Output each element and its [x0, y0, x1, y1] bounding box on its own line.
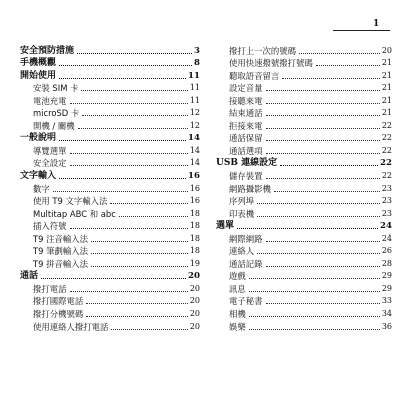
toc-entry-page: 18	[189, 246, 200, 256]
toc-entry-page: 23	[381, 208, 392, 218]
toc-subsection-entry[interactable]	[216, 107, 392, 120]
toc-entry-page: 24	[381, 233, 392, 243]
toc-entry-page: 12	[189, 120, 200, 130]
toc-entry-title: 安全設定	[33, 158, 67, 169]
toc-subsection-entry[interactable]	[216, 320, 392, 333]
toc-subsection-entry[interactable]	[20, 320, 200, 333]
toc-entry-title: 娛樂	[229, 321, 246, 332]
toc-entry-title: 序列埠	[229, 196, 255, 207]
toc-entry-title: 撥打分機號碼	[33, 309, 84, 320]
dot-leader	[266, 127, 380, 129]
toc-subsection-entry[interactable]	[20, 245, 200, 258]
toc-entry-title: T9 筆劃輸入法	[33, 246, 88, 257]
toc-subsection-entry[interactable]	[216, 207, 392, 220]
toc-entry-page: 26	[381, 246, 392, 256]
toc-subsection-entry[interactable]	[20, 94, 200, 107]
toc-entry-title: 聽取語音留言	[229, 70, 280, 81]
toc-entry-page: 22	[381, 133, 392, 143]
toc-subsection-entry[interactable]	[20, 195, 200, 208]
dot-leader	[266, 114, 380, 116]
toc-subsection-entry[interactable]	[216, 195, 392, 208]
toc-entry-title: 通話選項	[229, 145, 263, 156]
toc-entry-title: 電池充電	[33, 95, 67, 106]
toc-entry-page: 20	[189, 309, 200, 319]
dot-leader	[280, 164, 378, 166]
toc-entry-title: 撥打電話	[33, 283, 67, 294]
toc-column-right	[216, 44, 392, 333]
toc-subsection-entry[interactable]	[20, 82, 200, 95]
toc-entry-title: 拒接來電	[229, 120, 263, 131]
toc-entry-title: 通話記錄	[229, 258, 263, 269]
toc-subsection-entry[interactable]	[20, 207, 200, 220]
dot-leader	[59, 177, 186, 179]
toc-entry-page: 8	[194, 58, 200, 69]
toc-entry-title: 撥打國際電話	[33, 296, 84, 307]
dot-leader	[70, 152, 188, 154]
dot-leader	[77, 52, 192, 54]
dot-leader	[266, 265, 380, 267]
toc-entry-title: T9 注音輸入法	[33, 233, 88, 244]
toc-subsection-entry[interactable]	[20, 220, 200, 233]
dot-leader	[266, 240, 380, 242]
dot-leader	[257, 252, 380, 254]
toc-subsection-entry[interactable]	[216, 232, 392, 245]
toc-entry-title: 插入符號	[33, 221, 67, 232]
dot-leader	[111, 328, 187, 330]
toc-entry-page: 12	[189, 108, 200, 118]
toc-entry-title: 開始使用	[20, 70, 57, 81]
toc-entry-page: 29	[381, 283, 392, 293]
dot-leader	[119, 215, 188, 217]
toc-entry-page: 14	[189, 145, 200, 155]
toc-subsection-entry[interactable]	[216, 245, 392, 258]
toc-subsection-entry[interactable]	[20, 295, 200, 308]
dot-leader	[70, 227, 188, 229]
toc-entry-title: 安裝 SIM 卡	[33, 83, 79, 94]
header-rule	[333, 30, 390, 31]
toc-entry-page: 11	[189, 95, 200, 105]
toc-entry-title: 網際網路	[229, 233, 263, 244]
dot-leader	[86, 302, 188, 304]
toc-entry-page: 21	[381, 95, 392, 105]
toc-entry-page: 11	[188, 70, 200, 81]
toc-subsection-entry[interactable]	[216, 144, 392, 157]
toc-section-entry[interactable]	[20, 57, 200, 70]
toc-entry-page: 18	[189, 221, 200, 231]
toc-entry-title: 選單	[216, 221, 235, 232]
dot-leader	[249, 315, 380, 317]
toc-entry-page: 28	[381, 258, 392, 268]
toc-subsection-entry[interactable]	[216, 257, 392, 270]
toc-entry-page: 22	[381, 120, 392, 130]
toc-entry-page: 20	[188, 271, 200, 282]
toc-entry-page: 16	[188, 171, 200, 182]
dot-leader	[237, 227, 378, 229]
toc-entry-page: 24	[380, 221, 392, 232]
toc-subsection-entry[interactable]	[216, 44, 392, 57]
dot-leader	[41, 277, 186, 279]
dot-leader	[257, 202, 380, 204]
dot-leader	[274, 190, 380, 192]
toc-entry-title: 遊戲	[229, 271, 246, 282]
toc-entry-page: 22	[380, 158, 392, 169]
dot-leader	[91, 240, 188, 242]
toc-subsection-entry[interactable]	[20, 144, 200, 157]
toc-entry-title: T9 拼音輸入法	[33, 258, 88, 269]
toc-entry-title: 開機 / 關機	[33, 120, 75, 131]
dot-leader	[266, 89, 380, 91]
toc-entry-page: 33	[381, 296, 392, 306]
toc-subsection-entry[interactable]	[216, 119, 392, 132]
toc-section-entry[interactable]	[20, 270, 200, 283]
toc-subsection-entry[interactable]	[216, 94, 392, 107]
toc-subsection-entry[interactable]	[20, 182, 200, 195]
toc-entry-page: 34	[381, 309, 392, 319]
dot-leader	[249, 328, 380, 330]
toc-subsection-entry[interactable]	[216, 69, 392, 82]
toc-entry-title: 撥打上一次的號碼	[229, 45, 296, 56]
toc-subsection-entry[interactable]	[216, 82, 392, 95]
dot-leader	[266, 152, 380, 154]
toc-entry-page: 29	[381, 271, 392, 281]
toc-entry-page: 18	[189, 233, 200, 243]
toc-entry-title: 文字輸入	[20, 171, 57, 182]
toc-entry-title: 通話保留	[229, 133, 263, 144]
toc-entry-title: USB 連線設定	[216, 158, 278, 169]
toc-subsection-entry[interactable]	[216, 57, 392, 70]
toc-entry-page: 19	[189, 258, 200, 268]
dot-leader	[59, 64, 192, 66]
toc-entry-title: 數字	[33, 183, 50, 194]
dot-leader	[266, 177, 380, 179]
dot-leader	[282, 77, 380, 79]
toc-section-entry[interactable]	[216, 157, 392, 170]
toc-entry-page: 36	[381, 321, 392, 331]
toc-column-left	[20, 44, 200, 333]
dot-leader	[266, 302, 380, 304]
toc-entry-title: 印表機	[229, 208, 255, 219]
dot-leader	[110, 202, 187, 204]
toc-subsection-entry[interactable]	[216, 169, 392, 182]
dot-leader	[53, 190, 188, 192]
toc-subsection-entry[interactable]	[20, 107, 200, 120]
toc-entry-page: 18	[189, 208, 200, 218]
toc-subsection-entry[interactable]	[216, 295, 392, 308]
dot-leader	[257, 215, 380, 217]
toc-entry-title: 通話	[20, 271, 39, 282]
dot-leader	[86, 315, 188, 317]
toc-subsection-entry[interactable]	[20, 119, 200, 132]
toc-entry-title: 結束通話	[229, 108, 263, 119]
dot-leader	[249, 290, 380, 292]
toc-entry-page: 3	[194, 45, 200, 56]
toc-entry-page: 23	[381, 183, 392, 193]
toc-entry-page: 20	[189, 321, 200, 331]
dot-leader	[266, 139, 380, 141]
toc-entry-title: 安全預防措施	[20, 45, 75, 56]
toc-entry-title: 使用 T9 文字輸入法	[33, 196, 108, 207]
toc-entry-page: 21	[381, 70, 392, 80]
toc-entry-page: 21	[381, 108, 392, 118]
toc-entry-title: 使用連絡人撥打電話	[33, 321, 109, 332]
toc-entry-title: 訊息	[229, 283, 246, 294]
toc-entry-page: 14	[189, 158, 200, 168]
dot-leader	[91, 265, 188, 267]
dot-leader	[81, 89, 187, 91]
toc-subsection-entry[interactable]	[216, 270, 392, 283]
toc-subsection-entry[interactable]	[216, 282, 392, 295]
toc-subsection-entry[interactable]	[20, 232, 200, 245]
toc-entry-page: 16	[189, 196, 200, 206]
dot-leader	[70, 164, 188, 166]
toc-entry-page: 11	[189, 83, 200, 93]
toc-entry-page: 14	[188, 133, 200, 144]
toc-entry-page: 22	[381, 171, 392, 181]
toc-subsection-entry[interactable]	[20, 282, 200, 295]
toc-section-entry[interactable]	[20, 132, 200, 145]
toc-entry-page: 21	[381, 83, 392, 93]
toc-entry-title: 導覽選單	[33, 145, 67, 156]
toc-entry-page: 20	[189, 283, 200, 293]
toc-subsection-entry[interactable]	[20, 307, 200, 320]
toc-entry-title: 一般說明	[20, 133, 57, 144]
toc-entry-page: 21	[381, 58, 392, 68]
dot-leader	[91, 252, 188, 254]
toc-subsection-entry[interactable]	[216, 182, 392, 195]
dot-leader	[78, 127, 188, 129]
toc-section-entry[interactable]	[20, 169, 200, 182]
toc-entry-title: 接聽來電	[229, 95, 263, 106]
toc-entry-title: 網路攝影機	[229, 183, 271, 194]
toc-entry-page: 20	[189, 296, 200, 306]
toc-entry-page: 16	[189, 183, 200, 193]
dot-leader	[59, 139, 186, 141]
toc-entry-title: 連絡人	[229, 246, 255, 257]
toc-entry-page: 20	[381, 45, 392, 55]
dot-leader	[266, 102, 380, 104]
page-number: 1	[373, 19, 380, 29]
dot-leader	[70, 102, 188, 104]
dot-leader	[82, 114, 188, 116]
toc-entry-title: 儲存裝置	[229, 171, 263, 182]
dot-leader	[316, 64, 380, 66]
toc-entry-title: 使用快速撥號撥打號碼	[229, 58, 313, 69]
toc-entry-page: 22	[381, 145, 392, 155]
toc-entry-title: 設定音量	[229, 83, 263, 94]
toc-entry-title: microSD 卡	[33, 108, 80, 119]
toc-subsection-entry[interactable]	[20, 157, 200, 170]
toc-entry-title: Multitap ABC 和 abc	[33, 208, 116, 219]
dot-leader	[299, 52, 380, 54]
dot-leader	[249, 277, 380, 279]
toc-subsection-entry[interactable]	[216, 307, 392, 320]
dot-leader	[59, 77, 186, 79]
toc-subsection-entry[interactable]	[20, 257, 200, 270]
toc-subsection-entry[interactable]	[216, 132, 392, 145]
toc-entry-title: 電子秘書	[229, 296, 263, 307]
toc-entry-title: 相機	[229, 309, 246, 320]
toc-section-entry[interactable]	[20, 44, 200, 57]
toc-entry-title: 手機概觀	[20, 58, 57, 69]
toc-section-entry[interactable]	[216, 220, 392, 233]
dot-leader	[70, 290, 188, 292]
toc-entry-page: 23	[381, 196, 392, 206]
toc-section-entry[interactable]	[20, 69, 200, 82]
